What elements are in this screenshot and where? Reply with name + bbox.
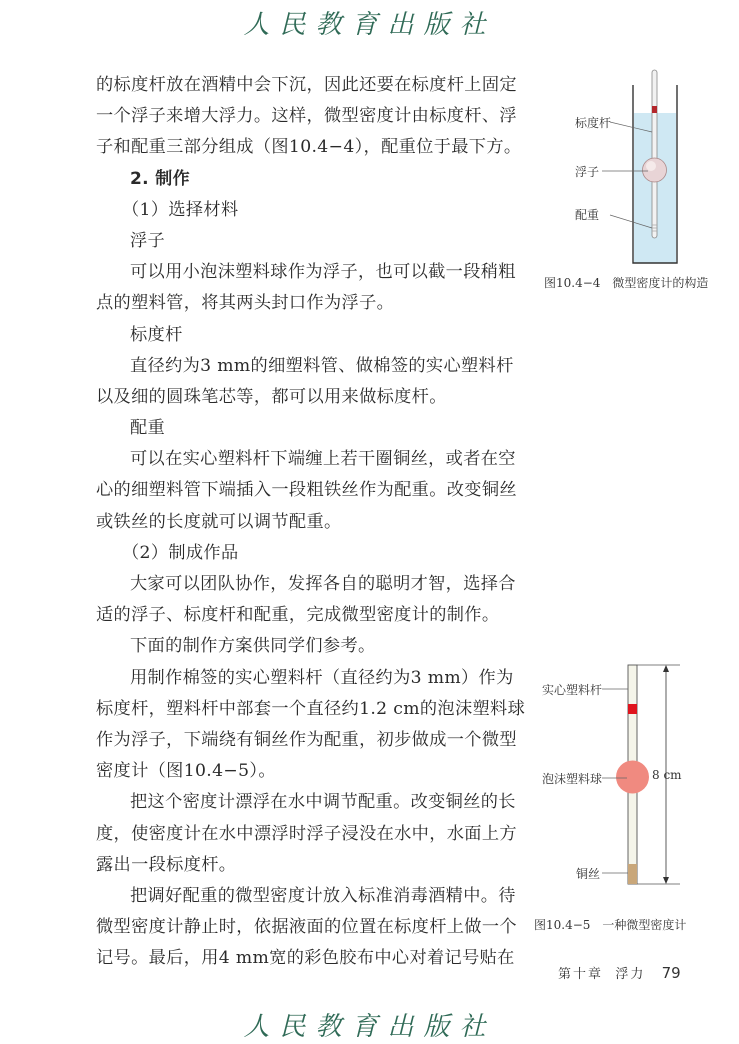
section-heading: 2. 制作	[130, 168, 190, 189]
text-line: 下面的制作方案供同学们参考。	[130, 636, 376, 657]
text-line: 或铁丝的长度就可以调节配重。	[96, 511, 342, 532]
publisher-logo-top: 人民教育出版社	[243, 10, 496, 40]
text-line: 标度杆，塑料杆中部套一个直径约1.2 cm的泡沫塑料球	[96, 698, 526, 719]
text-line: 可以用小泡沫塑料球作为浮子，也可以截一段稍粗	[130, 262, 516, 283]
body-text	[96, 70, 526, 974]
text-line: 密度计（图10.4−5）。	[96, 761, 276, 782]
text-line: 可以在实心塑料杆下端缠上若干圈铜丝，或者在空	[130, 449, 516, 470]
text-line: 点的塑料管，将其两头封口作为浮子。	[96, 293, 395, 314]
label-float: 浮子	[575, 165, 600, 179]
text-line: 大家可以团队协作，发挥各自的聪明才智，选择合	[130, 574, 516, 594]
label-solid-rod: 实心塑料杆	[542, 683, 603, 697]
text-line: 微型密度计静止时，依据液面的位置在标度杆上做一个	[96, 917, 517, 938]
text-line: 子和配重三部分组成（图10.4−4），配重位于最下方。	[96, 137, 522, 158]
text-line: 露出一段标度杆。	[96, 854, 237, 875]
text-line: 的标度杆放在酒精中会下沉，因此还要在标度杆上固定	[96, 75, 517, 95]
label-length: 8 cm	[652, 768, 682, 782]
text-line: 适的浮子、标度杆和配重，完成微型密度计的制作。	[96, 605, 500, 626]
publisher-logo-bottom: 人民教育出版社	[243, 1012, 496, 1042]
figure-caption: 图10.4−4 微型密度计的构造	[544, 276, 709, 290]
item-heading: 配重	[130, 418, 166, 439]
label-rod: 标度杆	[575, 116, 612, 130]
chapter-number: 第十章	[558, 967, 604, 982]
text-line: 一个浮子来增大浮力。这样，微型密度计由标度杆、浮	[96, 106, 517, 127]
text-line: 作为浮子，下端绕有铜丝作为配重，初步做成一个微型	[96, 729, 517, 750]
text-line: 用制作棉签的实心塑料杆（直径约为3 mm）作为	[130, 667, 514, 688]
figure-hydrometer-structure	[540, 65, 730, 295]
item-heading: 浮子	[130, 230, 166, 251]
figure-hydrometer-example	[530, 660, 730, 940]
hydrometer-in-container-diagram	[540, 65, 730, 275]
label-foam-ball: 泡沫塑料球	[542, 772, 603, 786]
subsection-heading: （2）制成作品	[122, 542, 239, 563]
subsection-heading: （1）选择材料	[122, 199, 239, 220]
figure-caption: 图10.4−5 一种微型密度计	[534, 918, 687, 932]
label-weight: 配重	[575, 208, 600, 222]
text-line: 把这个密度计漂浮在水中调节配重。改变铜丝的长	[130, 792, 516, 813]
page-number: 79	[661, 964, 681, 982]
text-line: 直径约为3 mm的细塑料管、做棉签的实心塑料杆	[130, 355, 514, 376]
item-heading: 标度杆	[130, 324, 183, 345]
text-line: 以及细的圆珠笔芯等，都可以用来做标度杆。	[96, 386, 447, 407]
text-line: 把调好配重的微型密度计放入标准消毒酒精中。待	[130, 885, 516, 906]
label-copper-wire: 铜丝	[576, 867, 601, 881]
text-line: 度，使密度计在水中漂浮时浮子浸没在水中，水面上方	[96, 823, 517, 844]
chapter-title: 浮力	[615, 967, 646, 982]
text-line: 记号。最后，用4 mm宽的彩色胶布中心对着记号贴在	[96, 948, 515, 969]
page-footer	[558, 963, 681, 982]
text-line: 心的细塑料管下端插入一段粗铁丝作为配重。改变铜丝	[96, 480, 517, 501]
